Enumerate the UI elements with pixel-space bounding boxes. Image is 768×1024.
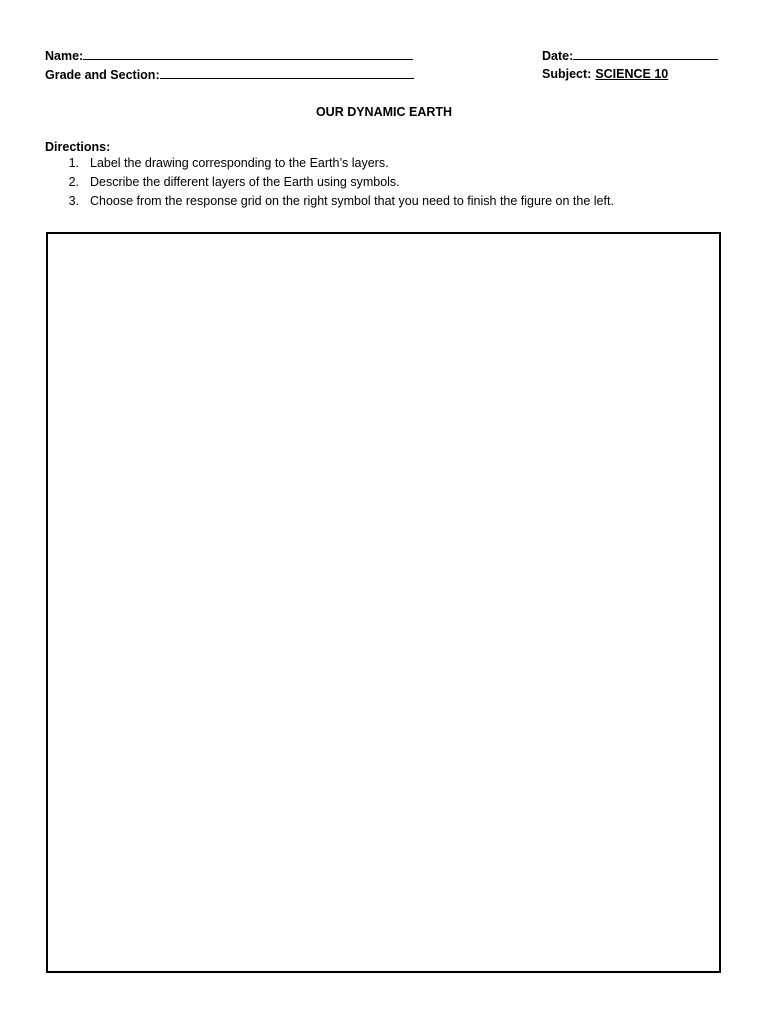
list-item [45, 195, 614, 214]
subject-field [542, 67, 668, 81]
directions-list [45, 157, 614, 214]
drawing-answer-box[interactable] [46, 232, 721, 973]
list-item [45, 176, 614, 195]
date-blank-line[interactable] [573, 48, 718, 60]
grade-section-label: Grade and Section: [45, 68, 160, 82]
list-item-text: Label the drawing corresponding to the Earth’s layers. [90, 156, 389, 170]
date-label: Date: [542, 49, 574, 63]
name-blank-line[interactable] [83, 48, 413, 60]
list-item-number: 3. [68, 194, 79, 208]
grade-section-field[interactable] [45, 67, 414, 82]
list-item-number: 1. [68, 156, 79, 170]
name-label: Name: [45, 49, 84, 63]
subject-label: Subject: [542, 67, 592, 81]
directions-heading: Directions: [45, 140, 111, 154]
list-item-text: Describe the different layers of the Earth using symbols. [90, 175, 400, 189]
subject-value: SCIENCE 10 [595, 67, 669, 81]
grade-section-blank-line[interactable] [160, 67, 414, 79]
list-item-text: Choose from the response grid on the right symbol that you need to finish the figure on the left. [90, 194, 614, 208]
date-field[interactable] [542, 48, 718, 63]
list-item [45, 157, 614, 176]
page-title: OUR DYNAMIC EARTH [315, 105, 453, 119]
name-field[interactable] [45, 48, 413, 63]
list-item-number: 2. [68, 175, 79, 189]
